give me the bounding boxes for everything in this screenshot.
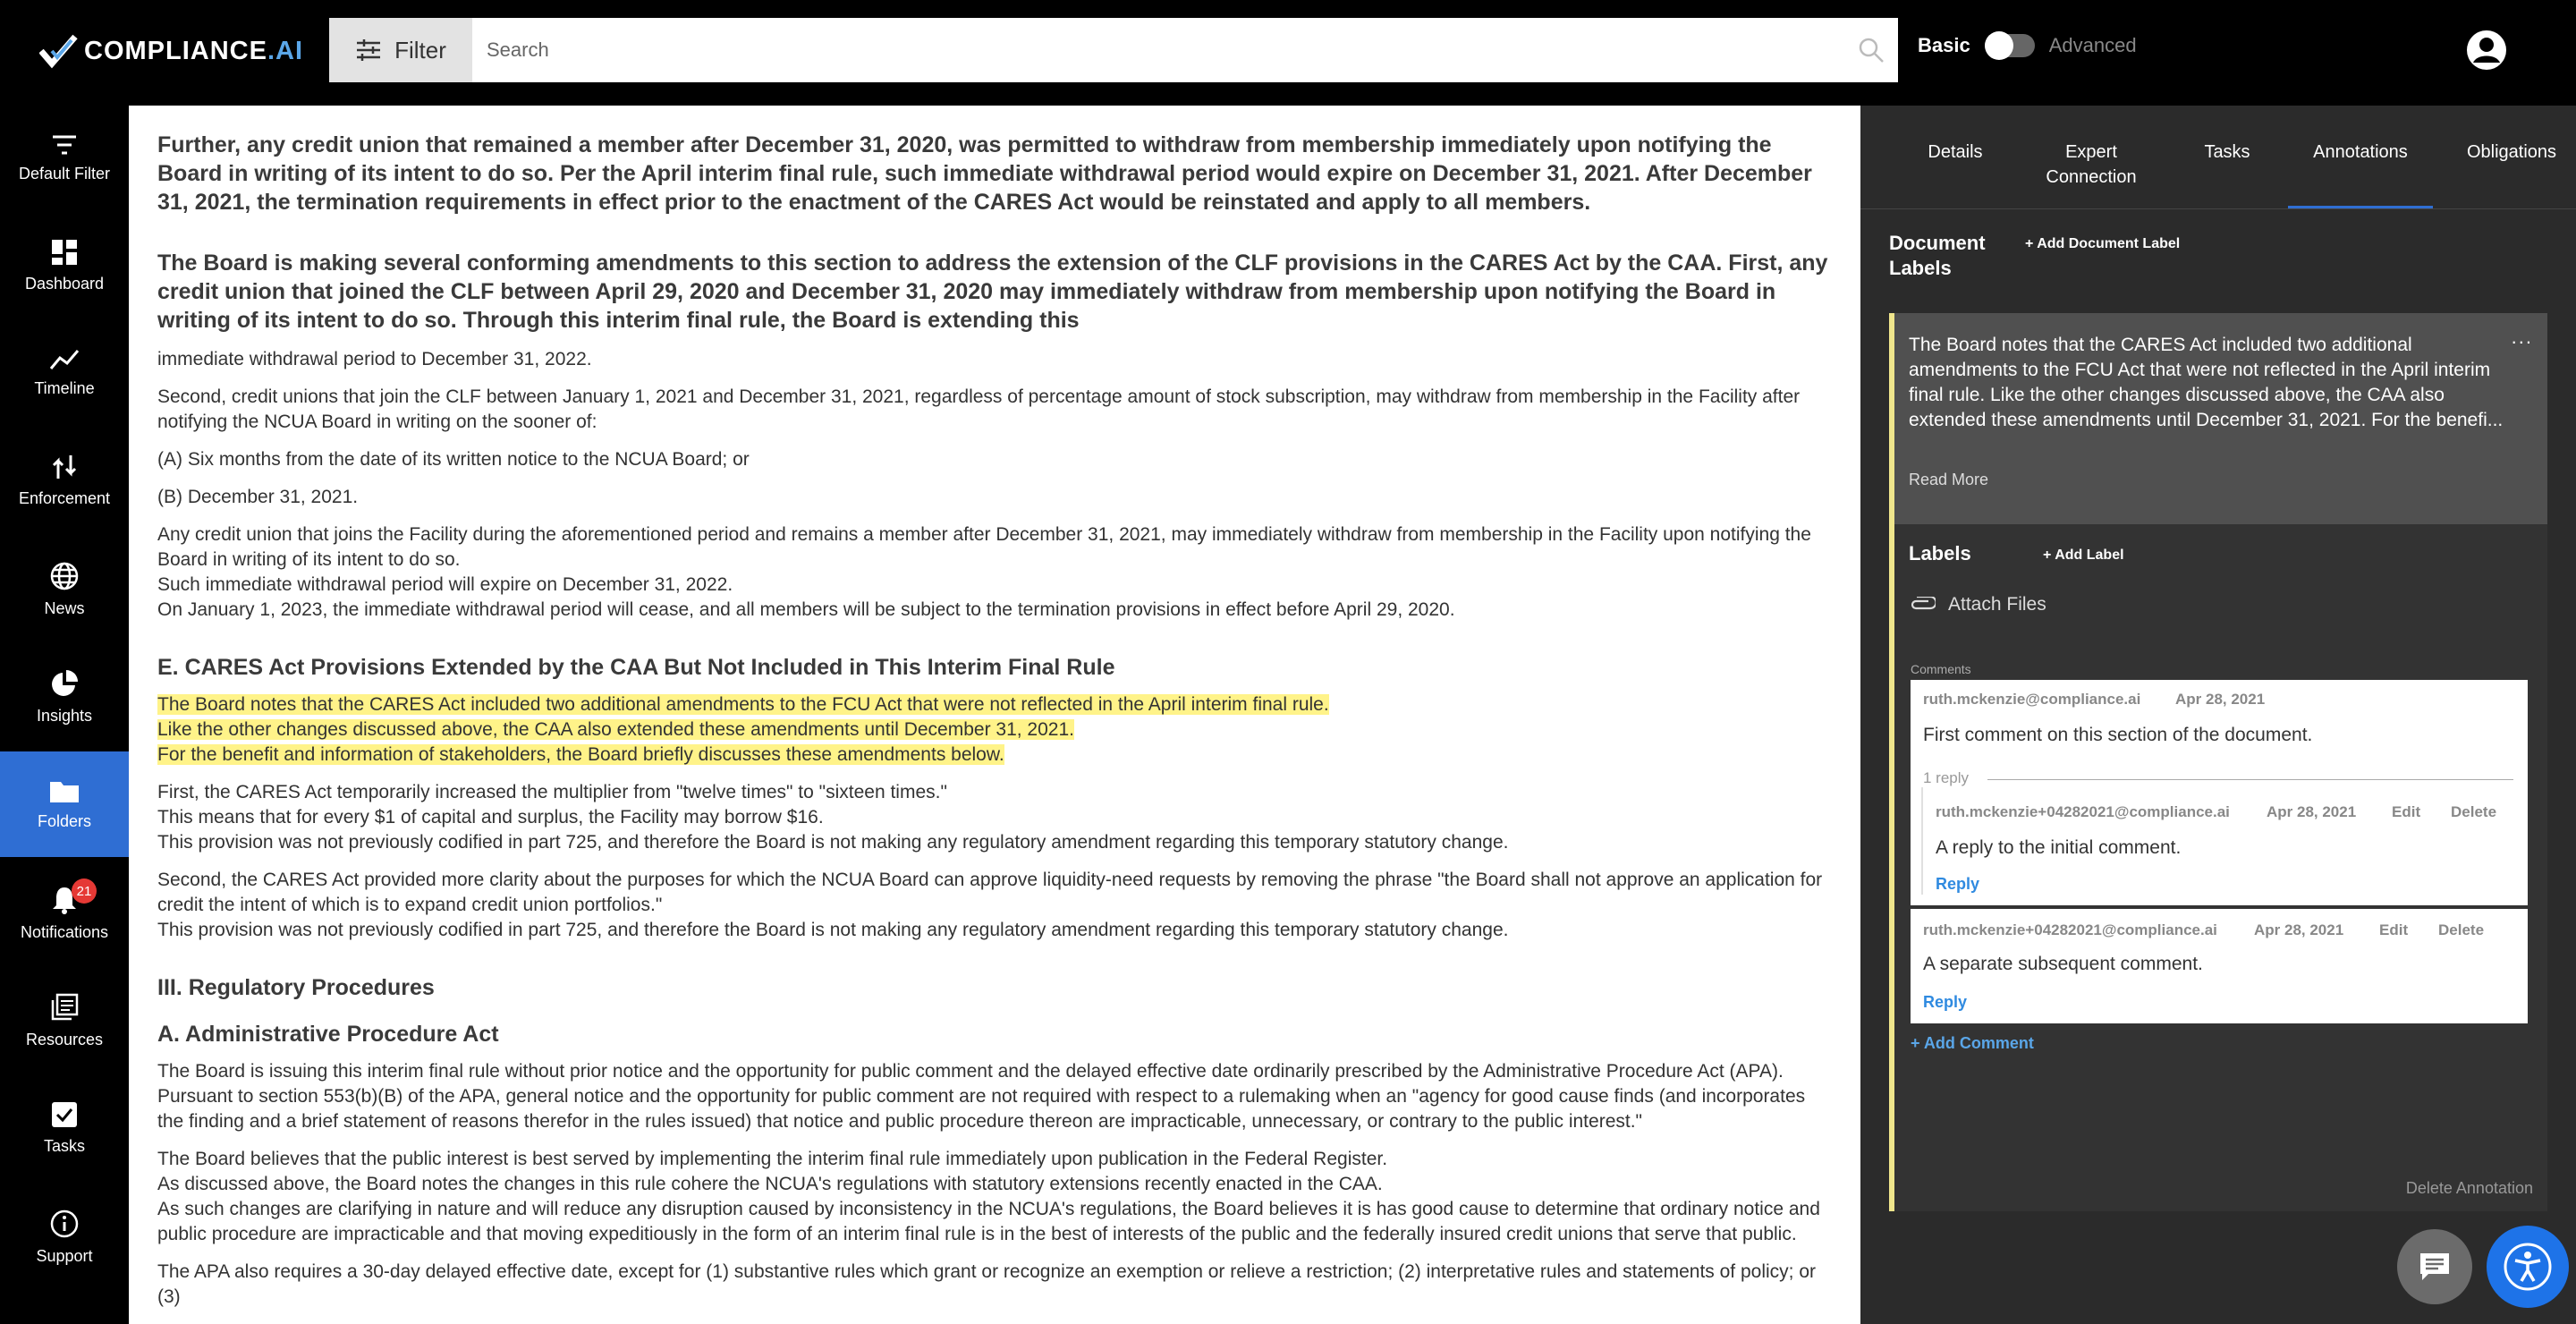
nav-enforcement[interactable] bbox=[0, 428, 129, 533]
sliders-icon bbox=[355, 38, 382, 62]
comment-edit-button[interactable]: Edit bbox=[2379, 921, 2409, 938]
add-document-label-button[interactable]: + Add Document Label bbox=[2025, 236, 2181, 251]
comment-delete-button[interactable]: Delete bbox=[2438, 921, 2485, 938]
mode-toggle[interactable] bbox=[1985, 34, 2035, 57]
doc-paragraph: immediate withdrawal period to December 31, 2022. bbox=[157, 349, 592, 369]
doc-paragraph-group bbox=[157, 1147, 1832, 1247]
folder-icon bbox=[49, 778, 80, 803]
logo-suffix: .AI bbox=[267, 36, 304, 65]
doc-paragraph: (A) Six months from the date of its written notice to the NCUA Board; or bbox=[157, 449, 750, 470]
highlighted-annotation-text[interactable] bbox=[157, 692, 1832, 768]
nav-label: Support bbox=[36, 1246, 93, 1265]
reply-text: A reply to the initial comment. bbox=[1936, 837, 2182, 858]
annotation-card bbox=[1889, 313, 2547, 1211]
nav-label: Dashboard bbox=[24, 274, 105, 293]
reply-author: ruth.mckenzie+04282021@compliance.ai bbox=[1936, 803, 2230, 820]
doc-line: As such changes are clarifying in nature and will reduce any disruption caused by inconsistency in the NCUA's regulations, the Board believes it is has good cause to determine that ordinary notice and public procedure are impracticable and that moving expeditiously in the form of an interim final rule is in the best of interests of the public and the federally insured credit unions that serve that public. bbox=[157, 1199, 1820, 1244]
reply-item bbox=[1921, 787, 2519, 895]
doc-line: This means that for every $1 of capital and surplus, the Facility may borrow $16. bbox=[157, 807, 824, 828]
logo-text: COMPLIANCE bbox=[84, 36, 267, 65]
info-icon bbox=[50, 1209, 79, 1238]
doc-line: Second, the CARES Act provided more clarity about the purposes for which the NCUA Board can approve liquidity-need requests by removing the phrase "the Board shall not approve an application for credit the intent of which is to expand credit union portfolios." bbox=[157, 870, 1823, 915]
resources-icon bbox=[50, 993, 79, 1022]
doc-paragraph: The APA also requires a 30-day delayed effective date, except for (1) substantive rules which grant or recognize an exemption or relieve a restriction; (2) interpretative rules and statements of policy; or (3) bbox=[157, 1261, 1817, 1307]
doc-line: Any credit union that joins the Facility during the aforementioned period and remains a member after December 31, 2021, may immediately withdraw from membership in the Facility upon notifying the Board in writing of its intent to do so. bbox=[157, 524, 1811, 570]
timeline-icon bbox=[49, 349, 80, 370]
checkbox-icon bbox=[51, 1101, 78, 1128]
nav-label: Enforcement bbox=[18, 488, 111, 507]
comment-date: Apr 28, 2021 bbox=[2175, 691, 2266, 708]
comment-date: Apr 28, 2021 bbox=[2254, 921, 2344, 938]
comments-label: Comments bbox=[1911, 662, 1971, 676]
filter-label: Filter bbox=[394, 36, 446, 64]
accessibility-button[interactable] bbox=[2487, 1226, 2569, 1308]
doc-paragraph-group bbox=[157, 780, 1832, 855]
nav-support[interactable] bbox=[0, 1184, 129, 1290]
comment-text: A separate subsequent comment. bbox=[1923, 954, 2203, 974]
highlighted-line[interactable]: The Board notes that the CARES Act included two additional amendments to the FCU Act that were not reflected in the April interim final rule. bbox=[157, 694, 1329, 715]
search-mode-toggle-group bbox=[1918, 34, 2137, 57]
doc-line: Pursuant to section 553(b)(B) of the APA, general notice and the opportunity for public comment are not required with respect to a rulemaking when an "agency for good cause finds (and incorporates the finding and a brief statement of reasons therefor in the rules issued) that notice and public procedure thereon are impracticable, unnecessary, or contrary to the public interest." bbox=[157, 1086, 1806, 1132]
nav-tasks[interactable] bbox=[0, 1075, 129, 1181]
tab-tasks[interactable]: Tasks bbox=[2204, 142, 2250, 162]
doc-paragraph-group bbox=[157, 1059, 1832, 1134]
reply-delete-button[interactable]: Delete bbox=[2451, 803, 2497, 820]
reply-edit-button[interactable]: Edit bbox=[2392, 803, 2421, 820]
mode-advanced-label: Advanced bbox=[2048, 34, 2137, 56]
panel-tabs bbox=[1860, 106, 2576, 209]
paperclip-icon bbox=[1909, 597, 1936, 613]
doc-paragraph: (B) December 31, 2021. bbox=[157, 487, 359, 507]
left-nav bbox=[0, 106, 129, 1324]
pie-chart-icon bbox=[50, 669, 79, 698]
annotation-text: The Board notes that the CARES Act included two additional amendments to the FCU Act that were not reflected in the April interim final rule. Like the other changes discussed above, the CAA also extended these amendments until December 31, 2021. For the benefi... bbox=[1909, 335, 2504, 430]
search-bar bbox=[472, 18, 1898, 82]
reply-divider bbox=[1987, 779, 2513, 780]
comment-text: First comment on this section of the document. bbox=[1923, 725, 2313, 745]
nav-news[interactable] bbox=[0, 537, 129, 642]
add-label-button[interactable]: + Add Label bbox=[2043, 547, 2124, 563]
section-heading: A. Administrative Procedure Act bbox=[157, 1022, 499, 1047]
nav-label: Timeline bbox=[34, 378, 95, 397]
filter-button[interactable] bbox=[329, 18, 472, 82]
doc-line: This provision was not previously codified in part 725, and therefore the Board is not making any regulatory amendment regarding this temporary statutory change. bbox=[157, 832, 1509, 853]
doc-line: On January 1, 2023, the immediate withdrawal period will cease, and all members will be subject to the termination provisions in effect before April 29, 2020. bbox=[157, 599, 1455, 620]
search-input[interactable] bbox=[472, 18, 1844, 82]
nav-label: News bbox=[44, 598, 85, 617]
chat-icon bbox=[2418, 1251, 2452, 1283]
doc-line: The Board is issuing this interim final rule without prior notice and the opportunity for public comment and the delayed effective date ordinarily prescribed by the Administrative Procedure Act (APA). bbox=[157, 1061, 1784, 1082]
reply-button[interactable]: Reply bbox=[1923, 993, 1968, 1011]
top-bar bbox=[0, 0, 2576, 106]
notification-count-badge: 21 bbox=[72, 878, 97, 904]
tab-obligations[interactable]: Obligations bbox=[2466, 142, 2557, 162]
doc-line: As discussed above, the Board notes the changes in this rule cohere the NCUA's regulations with statutory extensions recently enacted in the CAA. bbox=[157, 1174, 1383, 1194]
nav-notifications[interactable] bbox=[0, 861, 129, 966]
read-more-link[interactable]: Read More bbox=[1909, 471, 1989, 488]
doc-paragraph-group bbox=[157, 868, 1832, 943]
dashboard-icon bbox=[51, 239, 78, 266]
reply-button[interactable]: Reply bbox=[1936, 875, 1980, 893]
comment-thread bbox=[1911, 680, 2528, 905]
reply-count[interactable]: 1 reply bbox=[1923, 769, 1970, 786]
comment-author: ruth.mckenzie@compliance.ai bbox=[1923, 691, 2141, 708]
tab-expert-connection[interactable]: Expert Connection bbox=[2046, 142, 2137, 187]
nav-timeline[interactable] bbox=[0, 320, 129, 426]
enforcement-icon bbox=[51, 454, 78, 480]
doc-line: Such immediate withdrawal period will expire on December 31, 2022. bbox=[157, 574, 733, 595]
annotation-summary bbox=[1894, 313, 2547, 524]
highlighted-line[interactable]: Like the other changes discussed above, the CAA also extended these amendments until December 31, 2021. bbox=[157, 719, 1074, 740]
nav-default-filter[interactable] bbox=[0, 106, 129, 211]
tab-details[interactable]: Details bbox=[1928, 142, 1983, 162]
attach-files-label: Attach Files bbox=[1948, 594, 2046, 615]
nav-label: Tasks bbox=[43, 1136, 85, 1155]
annotation-more-menu[interactable]: ... bbox=[2511, 326, 2533, 348]
document-viewer bbox=[129, 106, 1860, 1324]
search-icon[interactable] bbox=[1844, 37, 1898, 64]
section-heading: E. CARES Act Provisions Extended by the CAA But Not Included in This Interim Final Rule bbox=[157, 655, 1115, 680]
doc-paragraph-group bbox=[157, 522, 1832, 623]
nav-insights[interactable] bbox=[0, 644, 129, 750]
nav-resources[interactable] bbox=[0, 968, 129, 1074]
nav-label: Insights bbox=[36, 706, 93, 725]
user-avatar-icon[interactable] bbox=[2465, 29, 2508, 76]
mode-basic-label: Basic bbox=[1918, 34, 1970, 56]
labels-title: Labels bbox=[1909, 542, 1971, 564]
active-tab-indicator bbox=[2288, 206, 2433, 208]
doc-paragraph: Further, any credit union that remained a member after December 31, 2020, was permitted to withdraw from membership immediately upon notifying the Board in writing of its intent to do so. Per the April interim final rule, such immediate withdrawal period would expire on December 31, 2021. After December 31, 2021, the termination requirements in effect prior to the enactment of the CARES Act would be reinstated and apply to all members. bbox=[157, 132, 1812, 215]
toggle-knob bbox=[1985, 31, 2013, 60]
right-panel bbox=[1860, 106, 2576, 1324]
nav-label: Default Filter bbox=[18, 164, 111, 182]
comment-thread bbox=[1911, 909, 2528, 1023]
filter-icon bbox=[51, 134, 78, 156]
nav-dashboard[interactable] bbox=[0, 213, 129, 318]
doc-line: The Board believes that the public interest is best served by implementing the interim final rule immediately upon publication in the Federal Register. bbox=[157, 1149, 1388, 1169]
logo[interactable] bbox=[39, 30, 303, 72]
nav-label: Resources bbox=[25, 1030, 104, 1048]
logo-check-icon bbox=[39, 33, 79, 69]
doc-line: This provision was not previously codified in part 725, and therefore the Board is not making any regulatory amendment regarding this temporary statutory change. bbox=[157, 920, 1509, 940]
delete-annotation-button[interactable]: Delete Annotation bbox=[2405, 1179, 2533, 1197]
chat-button[interactable] bbox=[2397, 1229, 2472, 1304]
nav-label: Notifications bbox=[20, 922, 109, 941]
add-comment-button[interactable]: + Add Comment bbox=[1911, 1034, 2034, 1052]
doc-paragraph: Second, credit unions that join the CLF between January 1, 2021 and December 31, 2021, regardless of percentage amount of stock subscription, may withdraw from membership in the Facility after notifying the NCUA Board in writing on the sooner of: bbox=[157, 386, 1801, 432]
doc-paragraph: The Board is making several conforming amendments to this section to address the extension of the CLF provisions in the CARES Act by the CAA. First, any credit union that joined the CLF between April 29, 2020 and December 31, 2020 may immediately withdraw from membership upon notifying the Board in writing of its intent to do so. Through this interim final rule, the Board is extending this bbox=[157, 250, 1828, 333]
section-heading: III. Regulatory Procedures bbox=[157, 975, 435, 1000]
tab-annotations[interactable]: Annotations bbox=[2313, 142, 2408, 162]
nav-folders[interactable] bbox=[0, 751, 129, 857]
reply-date: Apr 28, 2021 bbox=[2267, 803, 2357, 820]
nav-label: Folders bbox=[37, 811, 92, 830]
doc-line: First, the CARES Act temporarily increased the multiplier from "twelve times" to "sixteen times." bbox=[157, 782, 947, 802]
accessibility-icon bbox=[2503, 1242, 2553, 1292]
highlighted-line[interactable]: For the benefit and information of stakeholders, the Board briefly discusses these amendments below. bbox=[157, 744, 1004, 765]
comment-author: ruth.mckenzie+04282021@compliance.ai bbox=[1923, 921, 2217, 938]
document-labels-title: Document Labels bbox=[1889, 232, 1986, 279]
attach-files-button[interactable] bbox=[1909, 594, 2046, 615]
globe-icon bbox=[50, 562, 79, 590]
